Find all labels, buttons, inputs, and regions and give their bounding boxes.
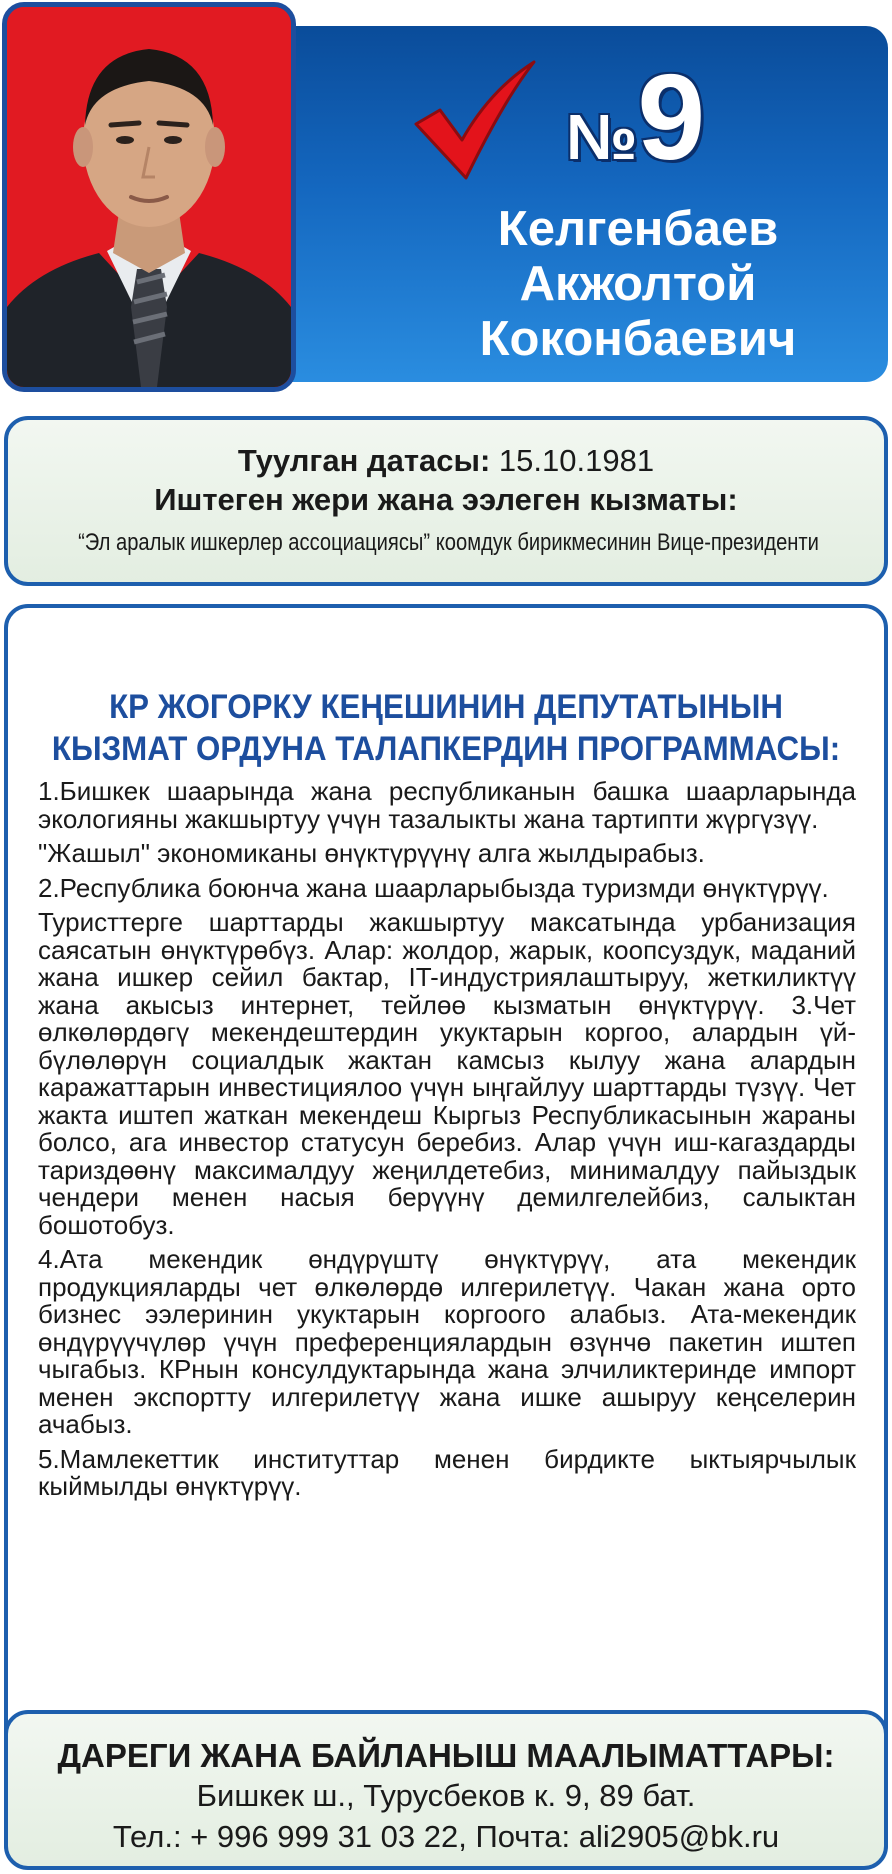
candidate-photo [2,2,296,392]
ballot-number-symbol: № [566,101,638,173]
program-paragraph-2: "Жашыл" экономиканы өнүктүрүүнү алга жылдырабыз. [38,838,705,868]
program-paragraph-6: 5.Мамлекеттик институттар менен бирдикте ыктыярчылык кыймылды өнүктүрүү. [38,1443,856,1501]
contact-title: ДАРЕГИ ЖАНА БАЙЛАНЫШ МААЛЫМАТТАРЫ: [57,1737,835,1774]
contact-box [4,1710,888,1870]
program-paragraph-5: 4.Ата мекендик өндүрүштү өнүктүрүү, ата мекендик продукцияларды чет өлкөлөрдө илгерилетүү. Чакан жана орто бизнес ээлеринин укуктарын коргоого алабыз. Ата-мекендик өндүрүүчүлөр үчүн преференциялардын өзүнчө пакетин иштеп чыгабыз. КРнын консулдуктарында жана элчиликтеринде импорт менен экспортту илгерилетүү жана ишке ашыруу кеңселерин ачабыз. [38,1244,856,1439]
ballot-number-value: 9 [637,49,704,185]
program-title-line-1: КР ЖОГОРКУ КЕҢЕШИНИН ДЕПУТАТЫНЫН [109,688,783,726]
candidate-name [388,202,888,367]
candidate-surname: Келгенбаев [497,202,779,256]
program-paragraph-3: 2.Республика боюнча жана шаарларыбызда туризмди өнүктүрүү. [38,872,829,903]
program-title [8,686,884,770]
work-label: Иштеген жери жана ээлеген кызматы: [154,482,738,517]
contact-address: Бишкек ш., Турусбеков к. 9, 89 бат. [196,1778,696,1813]
birth-date: 15.10.1981 [498,443,655,478]
candidate-patronymic: Коконбаевич [479,312,797,366]
program-paragraph-4: Туристтерге шарттарды жакшыртуу максатында урбанизация саясатын өнүктүрөбүз. Алар: жолдор, жарык, коопсуздук, маданий жана ишкер сейил бактар, IT-индустриялаштыруу, жеткиликтүү жана акысыз интернет, тейлөө кызматын өнүктүрүү. 3.Чет өлкөлөрдөгү мекендештердин укуктарын коргоо, алардын үй-бүлөлөрүн социалдык жактан камсыз кылуу жана алардын каражаттарын инвестициялоо үчүн ыңгайлуу шарттарды түзүү. Чет жакта иштеп жаткан мекендеш Кыргыз Республикасынын жараны болсо, ага инвестор статусун беребиз. Алар үчүн иш-кагаздарды тариздөөнү максималдуу жеңилдетебиз, минималдуу пайыздык чендери менен насыя берүүнү демилгелейбиз, салыктан бошотобуз. [38,907,856,1240]
checkmark-icon [410,60,538,180]
program-paragraph-1: 1.Бишкек шаарында жана республиканын башка шаарларында экологияны жакшыртуу үчүн тазалыкты жана тартипти жүргүзүү. [38,776,856,834]
info-box [4,416,888,586]
ballot-number [566,49,704,185]
program-box [4,604,888,1868]
contact-phone-email: Тел.: + 996 999 31 03 22, Почта: ali2905@bk.ru [112,1819,780,1854]
candidate-first-name: Акжолтой [519,257,757,311]
program-body [38,778,856,1508]
work-value: “Эл аралык ишкерлер ассоциациясы” коомдук бирикмесинин Вице-президенти [78,529,819,556]
birth-label: Туулган датасы: [237,443,491,478]
program-title-line-2: КЫЗМАТ ОРДУНА ТАЛАПКЕРДИН ПРОГРАММАСЫ: [51,730,841,768]
birth-row [8,442,884,480]
